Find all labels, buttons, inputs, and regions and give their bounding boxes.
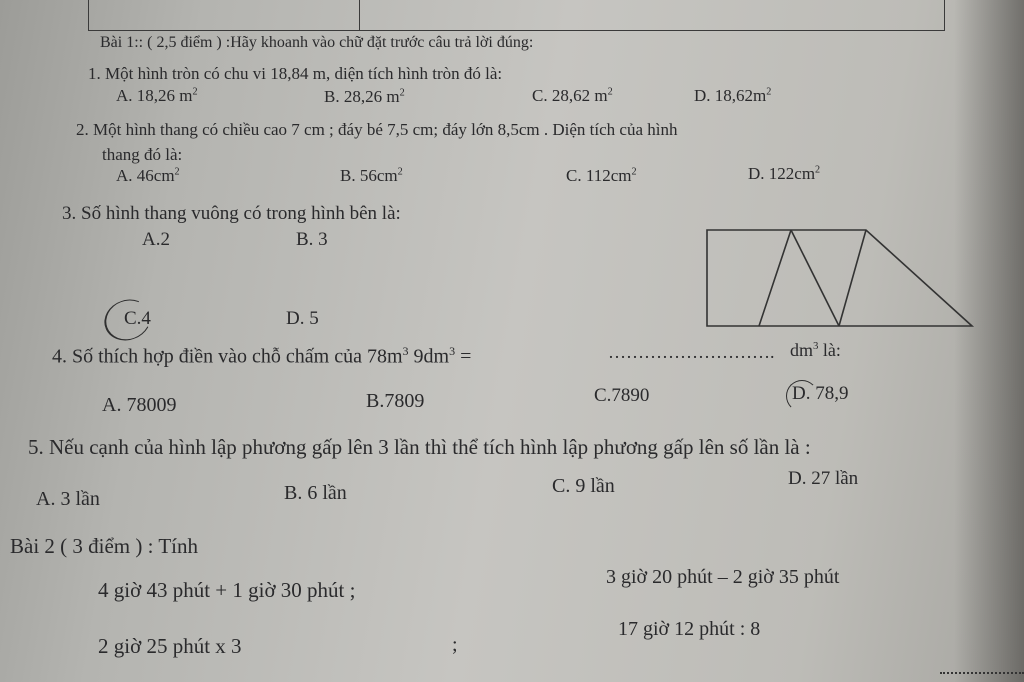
bai2-title: Bài 2 ( 3 điểm ) : Tính: [10, 534, 199, 558]
q1-text: 1. Một hình tròn có chu vi 18,84 m, diện tích hình tròn đó là:: [88, 64, 503, 83]
bai2-expression-2: 3 giờ 20 phút – 2 giờ 35 phút: [606, 566, 840, 588]
figure-line-1: [759, 230, 791, 326]
bai2-expression-3: 2 giờ 25 phút x 3: [98, 634, 242, 658]
q2-text-line1: 2. Một hình thang có chiều cao 7 cm ; đáy bé 7,5 cm; đáy lớn 8,5cm . Diện tích của hình: [76, 120, 678, 139]
figure-outline: [707, 230, 972, 326]
q4-option-a: A. 78009: [102, 394, 177, 416]
bai2-expression-3-separator: ;: [452, 634, 458, 656]
bai2-expression-1: 4 giờ 43 phút + 1 giờ 30 phút ;: [98, 578, 356, 602]
q1-option-b: B. 28,26 $m^2$: [324, 87, 405, 106]
q5-text: 5. Nếu cạnh của hình lập phương gấp lên 3 lần thì thể tích hình lập phương gấp lên số lần là :: [28, 435, 811, 459]
q1-option-c: C. 28,62 $m^2$: [532, 86, 613, 105]
q1-option-a: A. 18,26 $m^2$: [116, 86, 198, 105]
q3-option-c: C.4: [124, 308, 151, 329]
q3-option-b: B. 3: [296, 229, 328, 250]
bai1-title: Bài 1:: ( 2,5 điểm ) :Hãy khoanh vào chữ đặt trước câu trả lời đúng:: [100, 34, 534, 51]
q4-dots: ……………………….: [608, 342, 775, 362]
q5-option-a: A. 3 lần: [36, 488, 100, 510]
q5-option-b: B. 6 lần: [284, 482, 347, 504]
q4-option-d: D. 78,9: [792, 383, 849, 404]
q3-text: 3. Số hình thang vuông có trong hình bên là:: [62, 203, 401, 224]
q4-option-c: C.7890: [594, 385, 650, 406]
q3-option-a: A.2: [142, 229, 170, 250]
q1-option-d: D. $18,62m^2$: [694, 86, 772, 105]
q2-text-line2: thang đó là:: [102, 145, 183, 164]
q5-option-d: D. 27 lần: [788, 468, 859, 489]
q2-option-c: C. $112cm^2$: [566, 166, 637, 185]
header-box-divider: [359, 0, 360, 30]
figure-line-3: [839, 230, 866, 326]
q2-option-a: A. $46cm^2$: [116, 166, 180, 185]
answer-dotted-line: [940, 672, 1024, 674]
q3-option-d: D. 5: [286, 308, 319, 329]
trapezoid-figure: [700, 226, 975, 332]
q4-unit: $dm^3$ là:: [790, 340, 841, 360]
header-box: [88, 0, 945, 31]
figure-line-2: [791, 230, 839, 326]
q2-option-b: B. $56cm^2$: [340, 166, 403, 185]
q5-option-c: C. 9 lần: [552, 475, 615, 497]
q4-text: 4. Số thích hợp điền vào chỗ chấm của $78m^3$ $9dm^3$ =: [52, 344, 472, 368]
q4-option-b: B.7809: [366, 390, 425, 412]
bai2-expression-4: 17 giờ 12 phút : 8: [618, 618, 761, 640]
q2-option-d: D. $122cm^2$: [748, 164, 821, 183]
